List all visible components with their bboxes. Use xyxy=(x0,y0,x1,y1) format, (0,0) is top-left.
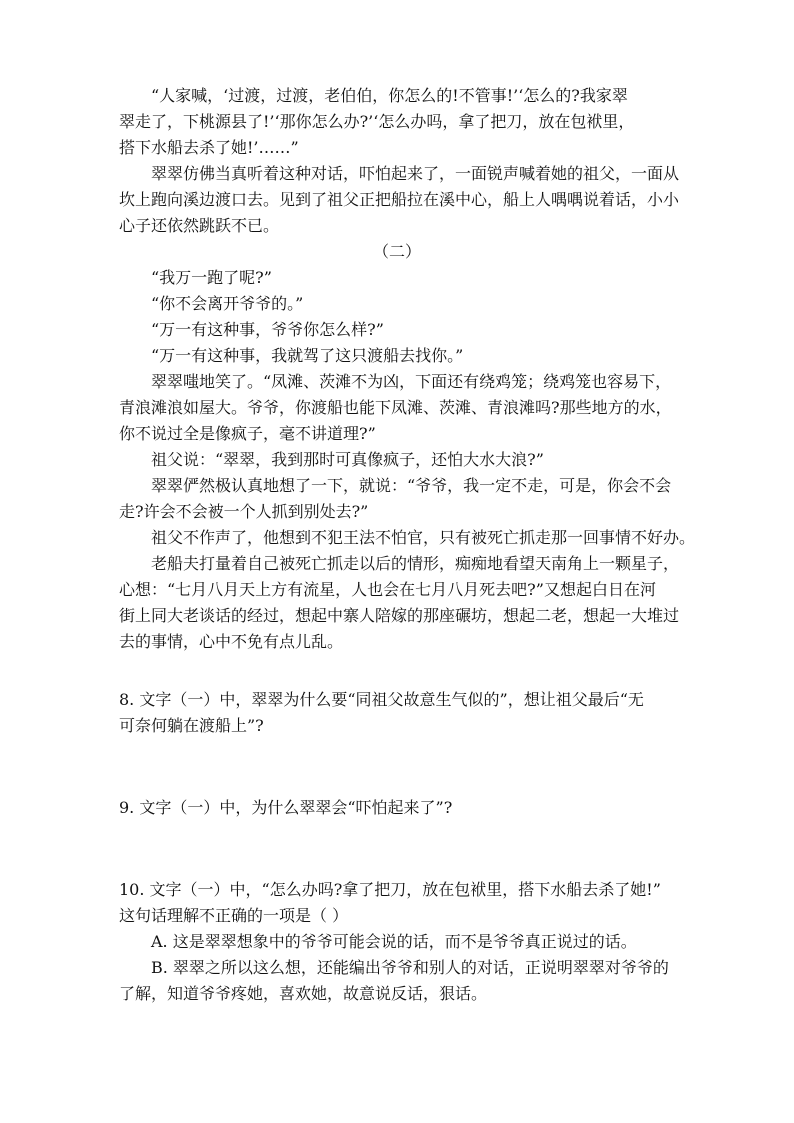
question-8 xyxy=(119,692,679,744)
text-line: 心想：“七月八月天上方有流星，人也会在七月八月死去吧?”又想起白日在河 xyxy=(119,580,656,599)
paragraph-old-boatman xyxy=(119,554,680,660)
question-10 xyxy=(119,882,679,934)
option-a xyxy=(119,934,679,960)
text-line: 搭下水船去杀了她!’……” xyxy=(119,138,299,157)
text-line: 9. 文字（一）中，为什么翠翠会“吓怕起来了”? xyxy=(119,798,453,817)
text-line: 青浪滩浪如屋大。爷爷，你渡船也能下凤滩、茨滩、青浪滩吗?那些地方的水， xyxy=(119,398,672,417)
dialogue-line: “我万一跑了呢?” xyxy=(151,268,272,287)
text-line: B. 翠翠之所以这么想，还能编出爷爷和别人的对话，正说明翠翠对爷爷的 xyxy=(151,958,669,977)
dialogue-block xyxy=(119,270,675,374)
text-line: 祖父说：“翠翠，我到那时可真像疯子，还怕大水大浪?” xyxy=(151,450,544,469)
text-line: 祖父不作声了，他想到不犯王法不怕官，只有被死亡抓走那一回事情不好办。 xyxy=(151,528,696,547)
paragraph-imagined-dialogue xyxy=(119,88,675,166)
text-line: 街上同大老谈话的经过，想起中寨人陪嫁的那座碾坊，想起二老，想起一大堆过 xyxy=(119,606,680,625)
text-line: 了解，知道爷爷疼她，喜欢她，故意说反话，狠话。 xyxy=(119,984,488,1003)
answer-space xyxy=(119,826,679,882)
text-line: 坎上跑向溪边渡口去。见到了祖父正把船拉在溪中心，船上人喁喁说着话，小小 xyxy=(119,190,680,209)
text-line: 老船夫打量着自己被死亡抓走以后的情形，痴痴地看望天南角上一颗星子， xyxy=(151,554,680,573)
paragraph-grandpa-silent xyxy=(119,528,696,556)
text-line: 去的事情，心中不免有点儿乱。 xyxy=(119,632,344,651)
answer-space xyxy=(119,744,679,800)
text-line: 10. 文字（一）中，“怎么办吗?拿了把刀，放在包袱里，搭下水船去杀了她!” xyxy=(119,880,661,899)
text-line: 这句话理解不正确的一项是（ ） xyxy=(119,906,349,925)
text-line: 8. 文字（一）中，翠翠为什么要“同祖父故意生气似的”，想让祖父最后“无 xyxy=(119,690,644,709)
question-9 xyxy=(119,800,679,826)
dialogue-line: “万一有这种事，我就驾了这只渡船去找你。” xyxy=(151,346,464,365)
paragraph-cuicui-thinks xyxy=(119,478,675,530)
paragraph-cuicui-scared xyxy=(119,164,680,244)
text-line: 走?许会不会被一个人抓到别处去?” xyxy=(119,502,369,521)
paragraph-grandpa-says xyxy=(119,452,675,478)
text-line: 你不说过全是像疯子，毫不讲道理?” xyxy=(119,424,376,443)
text-line: 翠翠仿佛当真听着这种对话，吓怕起来了，一面锐声喊着她的祖父，一面从 xyxy=(151,164,680,183)
text-line: “人家喊，‘过渡，过渡，老伯伯，你怎么的!不管事!’‘怎么的?我家翠 xyxy=(151,86,628,105)
dialogue-line: “万一有这种事，爷爷你怎么样?” xyxy=(151,320,384,339)
section-heading: （二） xyxy=(372,242,421,261)
dialogue-line: “你不会离开爷爷的。” xyxy=(151,294,304,313)
text-line: 翠翠嗤地笑了。“凤滩、茨滩不为凶，下面还有绕鸡笼；绕鸡笼也容易下， xyxy=(151,372,672,391)
text-line: 可奈何躺在渡船上”? xyxy=(119,716,264,735)
paragraph-cuicui-smile xyxy=(119,374,675,452)
text-line: 心子还依然跳跃不已。 xyxy=(119,216,280,235)
questions-block xyxy=(119,692,679,1012)
text-line: 翠翠俨然极认真地想了一下，就说：“爷爷，我一定不走，可是，你会不会 xyxy=(151,476,672,495)
text-line: A. 这是翠翠想象中的爷爷可能会说的话，而不是爷爷真正说过的话。 xyxy=(151,932,637,951)
document-body xyxy=(119,86,696,660)
text-line: 翠走了，下桃源县了!’‘那你怎么办?’‘怎么办吗，拿了把刀，放在包袱里， xyxy=(119,112,635,131)
option-b xyxy=(119,960,679,1012)
